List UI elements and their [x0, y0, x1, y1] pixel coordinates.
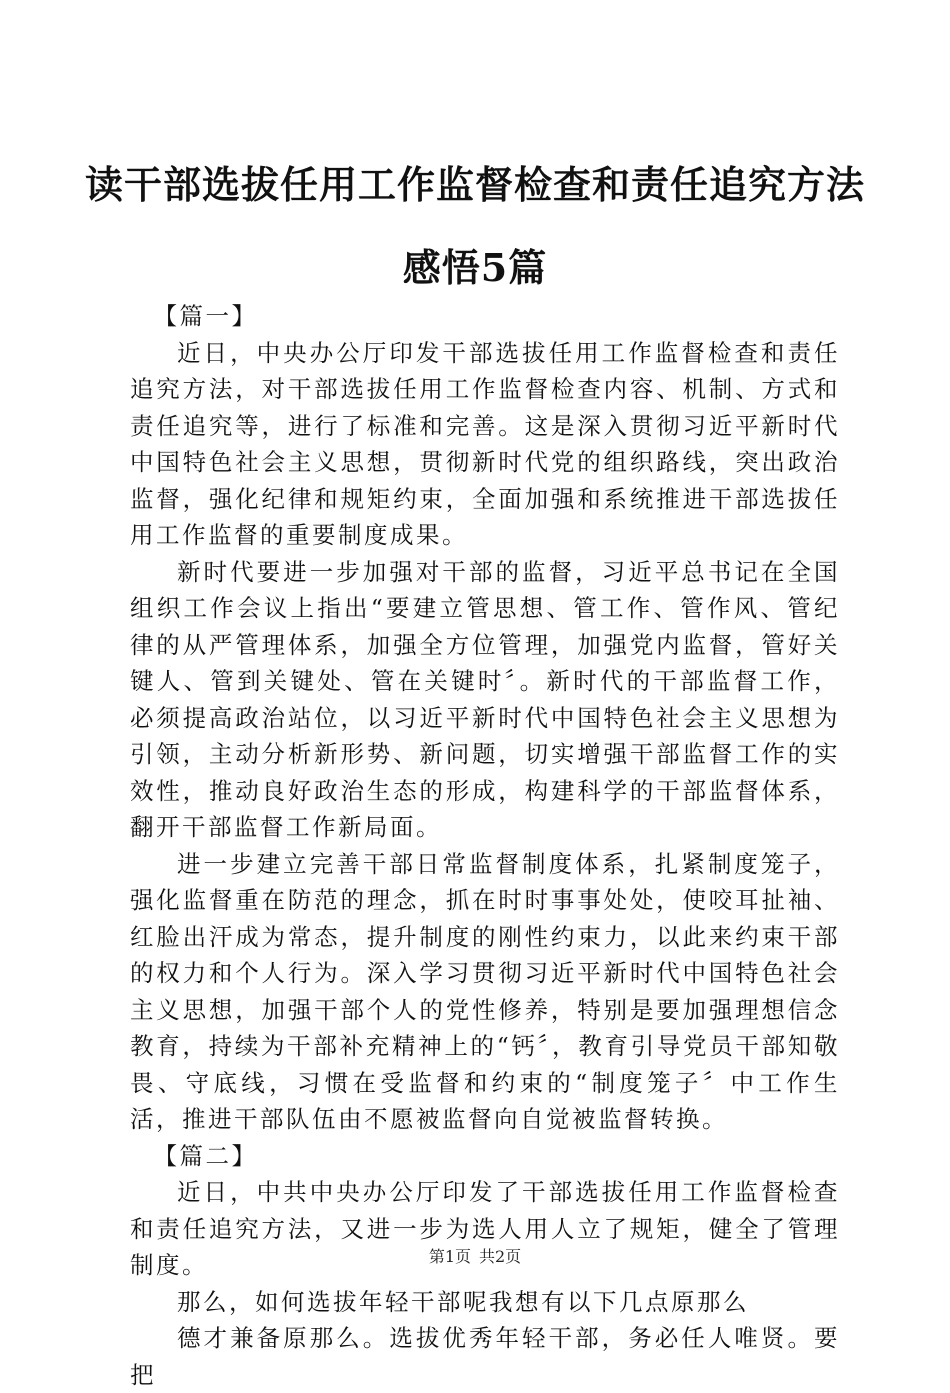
paragraph: 那么，如何选拔年轻干部呢我想有以下几点原那么 — [177, 1287, 749, 1316]
document-body — [130, 298, 840, 1393]
page-number: 第1页 — [428, 1247, 471, 1266]
document-title-line2: 感悟5篇 — [402, 245, 548, 290]
document-title-line1: 读干部选拔任用工作监督检查和责任追究方法 — [84, 162, 865, 207]
paragraph: 近日，中央办公厅印发干部选拔任用工作监督检查和责任追究方法，对干部选拔任用工作监督检查内容、机制、方式和责任追究等，进行了标准和完善。这是深入贯彻习近平新时代中国特色社会主义思想，贯彻新时代党的组织路线，突出政治监督，强化纪律和规矩约束，全面加强和系统推进干部选拔任用工作监督的重要制度成果。 — [130, 338, 840, 549]
paragraph: 近日，中共中央办公厅印发了干部选拔任用工作监督检查和责任追究方法，又进一步为选人用人立了规矩，健全了管理制度。 — [130, 1178, 840, 1279]
section-heading-1: 【篇一】 — [153, 302, 258, 330]
paragraph: 新时代要进一步加强对干部的监督，习近平总书记在全国组织工作会议上指出“要建立管思想、管工作、管作风、管纪律的从严管理体系，加强全方位管理，加强党内监督，管好关键人、管到关键处、管在关键时〞。新时代的干部监督工作，必须提高政治站位，以习近平新时代中国特色社会主义思想为引领，主动分析新形势、新问题，切实增强干部监督工作的实效性，推动良好政治生态的形成，构建科学的干部监督体系，翻开干部监督工作新局面。 — [130, 557, 840, 841]
page-footer — [0, 1244, 950, 1267]
page-total: 共2页 — [479, 1247, 522, 1266]
paragraph: 德才兼备原那么。选拔优秀年轻干部，务必任人唯贤。要把 — [130, 1324, 840, 1389]
paragraph: 进一步建立完善干部日常监督制度体系，扎紧制度笼子，强化监督重在防范的理念，抓在时时事事处处，使咬耳扯袖、红脸出汗成为常态，提升制度的刚性约束力，以此来约束干部的权力和个人行为。深入学习贯彻习近平新时代中国特色社会主义思想，加强干部个人的党性修养，特别是要加强理想信念教育，持续为干部补充精神上的“钙〞，教育引导党员干部知敬畏、守底线，习惯在受监督和约束的“制度笼子〞中工作生活，推进干部队伍由不愿被监督向自觉被监督转换。 — [130, 849, 840, 1133]
section-heading-2: 【篇二】 — [153, 1141, 258, 1170]
